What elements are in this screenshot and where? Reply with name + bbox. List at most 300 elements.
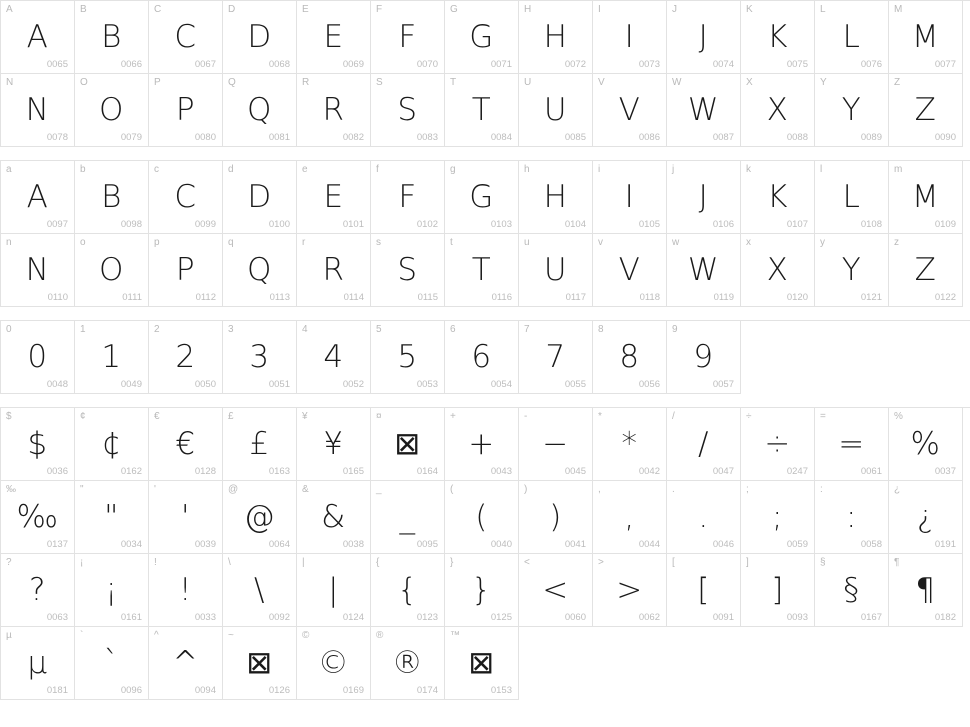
- glyph-cell[interactable]: [223, 408, 297, 481]
- glyph-cell[interactable]: [519, 408, 593, 481]
- glyph-code: 0165: [342, 466, 364, 477]
- glyph-cell[interactable]: [297, 161, 371, 234]
- glyph-cell[interactable]: [1, 1, 75, 74]
- glyph-char-label: o: [80, 237, 86, 248]
- glyph-code: 0077: [934, 59, 956, 70]
- glyph-render: B: [101, 19, 122, 55]
- glyph-render: Q: [247, 92, 272, 128]
- glyph-char-label: *: [598, 411, 602, 422]
- glyph-code: 0093: [786, 612, 808, 623]
- glyph-block-lowercase-latin: [0, 160, 970, 307]
- glyph-cell[interactable]: [445, 161, 519, 234]
- glyph-char-label: ": [80, 484, 84, 495]
- glyph-render: _: [399, 499, 416, 535]
- glyph-render: /: [698, 426, 709, 462]
- glyph-render: T: [471, 92, 492, 128]
- glyph-code: 0060: [564, 612, 586, 623]
- glyph-cell[interactable]: [75, 481, 149, 554]
- glyph-cell[interactable]: [223, 321, 297, 394]
- glyph-cell[interactable]: [223, 1, 297, 74]
- glyph-cell[interactable]: [223, 234, 297, 307]
- glyph-cell[interactable]: [741, 234, 815, 307]
- glyph-cell[interactable]: [519, 1, 593, 74]
- glyph-char-label: {: [376, 557, 380, 568]
- glyph-render: =: [838, 426, 865, 462]
- glyph-char-label: `: [80, 630, 84, 641]
- glyph-render: B: [101, 179, 122, 215]
- glyph-code: 0247: [786, 466, 808, 477]
- glyph-render: H: [543, 179, 568, 215]
- glyph-cell[interactable]: [223, 627, 297, 700]
- glyph-render: 0: [27, 339, 48, 375]
- glyph-render: $: [27, 426, 48, 462]
- glyph-code: 0104: [564, 219, 586, 230]
- glyph-block-punctuation-and-symbols: [0, 407, 970, 700]
- glyph-cell[interactable]: [223, 481, 297, 554]
- glyph-cell[interactable]: [371, 74, 445, 147]
- glyph-code: 0084: [490, 132, 512, 143]
- glyph-render: !: [179, 572, 192, 608]
- glyph-cell[interactable]: [889, 1, 963, 74]
- glyph-code: 0092: [268, 612, 290, 623]
- glyph-char-label: M: [894, 4, 903, 15]
- glyph-render: O: [99, 252, 124, 288]
- glyph-render: U: [543, 252, 568, 288]
- glyph-cell[interactable]: [297, 481, 371, 554]
- glyph-cell-empty: [519, 627, 593, 700]
- glyph-char-label: A: [6, 4, 13, 15]
- glyph-cell[interactable]: [297, 234, 371, 307]
- glyph-render: J: [698, 19, 709, 55]
- glyph-cell[interactable]: [667, 74, 741, 147]
- glyph-char-label: $: [6, 411, 12, 422]
- glyph-char-label: L: [820, 4, 826, 15]
- glyph-cell[interactable]: [593, 321, 667, 394]
- glyph-code: 0047: [712, 466, 734, 477]
- glyph-cell[interactable]: [445, 408, 519, 481]
- glyph-cell[interactable]: [371, 554, 445, 627]
- glyph-code: 0086: [638, 132, 660, 143]
- glyph-char-label: I: [598, 4, 601, 15]
- glyph-cell[interactable]: [75, 408, 149, 481]
- glyph-cell[interactable]: [741, 481, 815, 554]
- glyph-cell-empty: [815, 627, 889, 700]
- glyph-char-label: F: [376, 4, 383, 15]
- glyph-cell[interactable]: [149, 408, 223, 481]
- glyph-code: 0066: [120, 59, 142, 70]
- glyph-code: 0033: [194, 612, 216, 623]
- glyph-cell[interactable]: [815, 408, 889, 481]
- glyph-cell[interactable]: [371, 408, 445, 481]
- glyph-char-label: X: [746, 77, 753, 88]
- glyph-cell[interactable]: [445, 74, 519, 147]
- glyph-render: 5: [397, 339, 418, 375]
- glyph-render: ): [549, 499, 562, 535]
- glyph-code: 0046: [712, 539, 734, 550]
- glyph-render: ⊠: [468, 645, 495, 681]
- glyph-cell[interactable]: [149, 1, 223, 74]
- glyph-char-label: ~: [228, 630, 234, 641]
- glyph-render: ¥: [323, 426, 344, 462]
- glyph-cell[interactable]: [741, 161, 815, 234]
- glyph-code: 0122: [934, 292, 956, 303]
- glyph-cell[interactable]: [75, 74, 149, 147]
- glyph-render: ‰: [16, 499, 59, 535]
- glyph-render: 7: [545, 339, 566, 375]
- glyph-block-digits: [0, 320, 970, 394]
- glyph-render: £: [249, 426, 270, 462]
- glyph-cell[interactable]: [1, 481, 75, 554]
- glyph-code: 0063: [46, 612, 68, 623]
- glyph-render: ]: [771, 572, 784, 608]
- glyph-cell[interactable]: [223, 554, 297, 627]
- glyph-char-label: §: [820, 557, 826, 568]
- glyph-char-label: W: [672, 77, 682, 88]
- glyph-cell[interactable]: [889, 408, 963, 481]
- glyph-cell[interactable]: [149, 161, 223, 234]
- glyph-cell[interactable]: [75, 627, 149, 700]
- glyph-code: 0096: [120, 685, 142, 696]
- glyph-cell[interactable]: [297, 408, 371, 481]
- glyph-cell[interactable]: [889, 554, 963, 627]
- glyph-cell[interactable]: [1, 408, 75, 481]
- glyph-cell[interactable]: [667, 161, 741, 234]
- glyph-cell[interactable]: [445, 1, 519, 74]
- glyph-render: ,: [624, 499, 635, 535]
- glyph-render: C: [174, 179, 197, 215]
- glyph-char-label: C: [154, 4, 162, 15]
- glyph-cell[interactable]: [519, 321, 593, 394]
- glyph-cell[interactable]: [593, 554, 667, 627]
- glyph-cell[interactable]: [815, 161, 889, 234]
- glyph-char-label: ,: [598, 484, 601, 495]
- glyph-char-label: -: [524, 411, 528, 422]
- glyph-code: 0067: [194, 59, 216, 70]
- glyph-cell[interactable]: [445, 481, 519, 554]
- glyph-char-label: ¢: [80, 411, 86, 422]
- glyph-cell[interactable]: [445, 554, 519, 627]
- glyph-render: 9: [693, 339, 714, 375]
- glyph-char-label: €: [154, 411, 160, 422]
- glyph-render: P: [175, 92, 196, 128]
- glyph-cell[interactable]: [297, 321, 371, 394]
- glyph-char-label: ¤: [376, 411, 382, 422]
- glyph-cell[interactable]: [667, 321, 741, 394]
- glyph-code: 0105: [638, 219, 660, 230]
- glyph-cell[interactable]: [371, 234, 445, 307]
- glyph-char-label: !: [154, 557, 157, 568]
- glyph-code: 0110: [47, 292, 68, 303]
- glyph-code: 0128: [194, 466, 216, 477]
- glyph-cell[interactable]: [519, 554, 593, 627]
- glyph-cell[interactable]: [371, 1, 445, 74]
- glyph-char-label: [: [672, 557, 675, 568]
- glyph-cell[interactable]: [519, 481, 593, 554]
- glyph-char-label: Q: [228, 77, 236, 88]
- glyph-char-label: ': [154, 484, 156, 495]
- glyph-code: 0162: [120, 466, 142, 477]
- glyph-block-uppercase-latin: [0, 0, 970, 147]
- glyph-render: .: [698, 499, 709, 535]
- glyph-cell[interactable]: [815, 74, 889, 147]
- glyph-render: ©: [317, 645, 350, 681]
- glyph-code: 0113: [269, 292, 290, 303]
- glyph-cell[interactable]: [889, 234, 963, 307]
- glyph-cell[interactable]: [889, 161, 963, 234]
- glyph-code: 0056: [638, 379, 660, 390]
- glyph-code: 0061: [860, 466, 882, 477]
- glyph-char-label: V: [598, 77, 605, 88]
- glyph-cell[interactable]: [593, 74, 667, 147]
- glyph-cell[interactable]: [371, 481, 445, 554]
- glyph-code: 0161: [120, 612, 142, 623]
- glyph-code: 0048: [46, 379, 68, 390]
- glyph-char-label: G: [450, 4, 458, 15]
- glyph-cell[interactable]: [889, 74, 963, 147]
- glyph-char-label: 4: [302, 324, 308, 335]
- glyph-cell[interactable]: [667, 1, 741, 74]
- glyph-char-label: n: [6, 237, 12, 248]
- glyph-cell[interactable]: [445, 234, 519, 307]
- glyph-render: S: [397, 92, 418, 128]
- glyph-code: 0098: [120, 219, 142, 230]
- glyph-code: 0094: [194, 685, 216, 696]
- glyph-char-label: S: [376, 77, 383, 88]
- glyph-cell[interactable]: [593, 481, 667, 554]
- glyph-char-label: J: [672, 4, 677, 15]
- glyph-code: 0075: [786, 59, 808, 70]
- glyph-char-label: ÷: [746, 411, 752, 422]
- glyph-code: 0119: [713, 292, 734, 303]
- glyph-render: @: [243, 499, 276, 535]
- glyph-cell[interactable]: [297, 1, 371, 74]
- glyph-render: V: [618, 252, 641, 288]
- glyph-cell[interactable]: [1, 627, 75, 700]
- glyph-cell[interactable]: [815, 481, 889, 554]
- glyph-render: ®: [391, 645, 424, 681]
- glyph-render: ¡: [105, 572, 118, 608]
- glyph-cell[interactable]: [75, 234, 149, 307]
- glyph-cell[interactable]: [149, 554, 223, 627]
- glyph-cell[interactable]: [667, 554, 741, 627]
- glyph-cell[interactable]: [593, 161, 667, 234]
- glyph-render: −: [542, 426, 569, 462]
- glyph-code: 0137: [46, 539, 68, 550]
- glyph-render: D: [247, 19, 272, 55]
- glyph-cell[interactable]: [75, 161, 149, 234]
- glyph-render: T: [471, 252, 492, 288]
- glyph-code: 0124: [342, 612, 364, 623]
- glyph-cell[interactable]: [75, 554, 149, 627]
- glyph-render: %: [910, 426, 941, 462]
- glyph-cell[interactable]: [445, 321, 519, 394]
- glyph-code: 0090: [934, 132, 956, 143]
- glyph-cell[interactable]: [1, 161, 75, 234]
- glyph-cell[interactable]: [149, 234, 223, 307]
- glyph-code: 0034: [120, 539, 142, 550]
- glyph-char-label: ?: [6, 557, 12, 568]
- glyph-cell[interactable]: [297, 74, 371, 147]
- glyph-cell[interactable]: [889, 481, 963, 554]
- block-separator: [0, 307, 970, 320]
- glyph-cell[interactable]: [815, 1, 889, 74]
- glyph-code: 0050: [194, 379, 216, 390]
- glyph-cell[interactable]: [519, 74, 593, 147]
- glyph-char-label: a: [6, 164, 12, 175]
- glyph-code: 0078: [46, 132, 68, 143]
- glyph-char-label: |: [302, 557, 305, 568]
- glyph-render: ⊠: [246, 645, 273, 681]
- glyph-code: 0081: [268, 132, 290, 143]
- glyph-code: 0095: [416, 539, 438, 550]
- glyph-char-label: u: [524, 237, 530, 248]
- glyph-code: 0191: [934, 539, 956, 550]
- glyph-cell[interactable]: [593, 408, 667, 481]
- glyph-render: V: [618, 92, 641, 128]
- glyph-cell[interactable]: [667, 408, 741, 481]
- glyph-render: I: [624, 19, 635, 55]
- glyph-code: 0089: [860, 132, 882, 143]
- glyph-render: (: [475, 499, 488, 535]
- glyph-char-label: 2: [154, 324, 160, 335]
- glyph-code: 0088: [786, 132, 808, 143]
- glyph-code: 0101: [342, 219, 364, 230]
- glyph-render: ⊠: [394, 426, 421, 462]
- glyph-code: 0083: [416, 132, 438, 143]
- glyph-cell[interactable]: [741, 408, 815, 481]
- glyph-cell[interactable]: [371, 321, 445, 394]
- glyph-cell[interactable]: [1, 74, 75, 147]
- glyph-cell[interactable]: [75, 1, 149, 74]
- glyph-code: 0045: [564, 466, 586, 477]
- glyph-render: ¿: [916, 499, 935, 535]
- glyph-cell[interactable]: [297, 554, 371, 627]
- glyph-char-label: :: [820, 484, 823, 495]
- glyph-code: 0114: [343, 292, 364, 303]
- glyph-cell[interactable]: [223, 74, 297, 147]
- glyph-render: ;: [772, 499, 783, 535]
- glyph-cell[interactable]: [815, 234, 889, 307]
- glyph-char-label: R: [302, 77, 310, 88]
- glyph-render: U: [543, 92, 568, 128]
- glyph-render: &: [321, 499, 346, 535]
- glyph-char-label: T: [450, 77, 457, 88]
- glyph-code: 0182: [934, 612, 956, 623]
- glyph-code: 0112: [195, 292, 216, 303]
- glyph-render: ?: [29, 572, 46, 608]
- glyph-cell[interactable]: [371, 627, 445, 700]
- block-separator: [0, 394, 970, 407]
- glyph-cell[interactable]: [75, 321, 149, 394]
- glyph-cell[interactable]: [519, 234, 593, 307]
- glyph-cell[interactable]: [1, 554, 75, 627]
- glyph-char-label: ©: [302, 630, 310, 641]
- glyph-code: 0069: [342, 59, 364, 70]
- glyph-char-label: >: [598, 557, 604, 568]
- glyph-code: 0117: [565, 292, 586, 303]
- glyph-cell[interactable]: [741, 74, 815, 147]
- glyph-char-label: 5: [376, 324, 382, 335]
- glyph-cell[interactable]: [297, 627, 371, 700]
- glyph-cell[interactable]: [667, 481, 741, 554]
- glyph-code: 0044: [638, 539, 660, 550]
- glyph-code: 0043: [490, 466, 512, 477]
- glyph-render: }: [471, 572, 492, 608]
- glyph-char-label: 1: [80, 324, 86, 335]
- glyph-render: ": [104, 499, 119, 535]
- glyph-cell[interactable]: [667, 234, 741, 307]
- glyph-render: {: [397, 572, 418, 608]
- glyph-cell[interactable]: [223, 161, 297, 234]
- glyph-char-label: }: [450, 557, 454, 568]
- glyph-render: \: [254, 572, 265, 608]
- glyph-render: K: [767, 179, 788, 215]
- glyph-char-label: c: [154, 164, 159, 175]
- glyph-render: E: [323, 179, 344, 215]
- glyph-code: 0097: [46, 219, 68, 230]
- glyph-char-label: 7: [524, 324, 530, 335]
- glyph-char-label: ¡: [80, 557, 84, 568]
- glyph-render: I: [624, 179, 635, 215]
- glyph-char-label: 9: [672, 324, 678, 335]
- glyph-cell[interactable]: [741, 1, 815, 74]
- glyph-cell[interactable]: [741, 554, 815, 627]
- glyph-cell[interactable]: [371, 161, 445, 234]
- glyph-render: H: [543, 19, 568, 55]
- glyph-render: :: [846, 499, 857, 535]
- glyph-code: 0057: [712, 379, 734, 390]
- glyph-cell[interactable]: [593, 234, 667, 307]
- glyph-render: ÷: [764, 426, 791, 462]
- glyph-cell[interactable]: [149, 321, 223, 394]
- glyph-code: 0167: [860, 612, 882, 623]
- glyph-code: 0082: [342, 132, 364, 143]
- glyph-render: ': [180, 499, 191, 535]
- glyph-cell[interactable]: [149, 481, 223, 554]
- glyph-code: 0100: [268, 219, 290, 230]
- glyph-render: J: [698, 179, 709, 215]
- glyph-cell[interactable]: [519, 161, 593, 234]
- glyph-code: 0087: [712, 132, 734, 143]
- glyph-cell-empty: [741, 627, 815, 700]
- glyph-char-label: P: [154, 77, 161, 88]
- glyph-cell[interactable]: [149, 627, 223, 700]
- glyph-code: 0099: [194, 219, 216, 230]
- glyph-char-label: p: [154, 237, 160, 248]
- glyph-cell-empty: [593, 627, 667, 700]
- glyph-cell[interactable]: [593, 1, 667, 74]
- glyph-code: 0169: [342, 685, 364, 696]
- glyph-render: ¶: [915, 572, 936, 608]
- glyph-char-label: _: [376, 484, 382, 495]
- glyph-code: 0181: [46, 685, 68, 696]
- glyph-cell[interactable]: [815, 554, 889, 627]
- glyph-cell[interactable]: [1, 321, 75, 394]
- glyph-render: 2: [175, 339, 196, 375]
- glyph-cell[interactable]: [1, 234, 75, 307]
- block-separator: [0, 147, 970, 160]
- glyph-code: 0091: [712, 612, 734, 623]
- glyph-char-label: x: [746, 237, 751, 248]
- glyph-code: 0103: [490, 219, 512, 230]
- glyph-char-label: .: [672, 484, 675, 495]
- glyph-char-label: r: [302, 237, 306, 248]
- glyph-cell[interactable]: [445, 627, 519, 700]
- glyph-render: 8: [619, 339, 640, 375]
- glyph-char-label: D: [228, 4, 236, 15]
- glyph-render: +: [468, 426, 495, 462]
- glyph-cell[interactable]: [149, 74, 223, 147]
